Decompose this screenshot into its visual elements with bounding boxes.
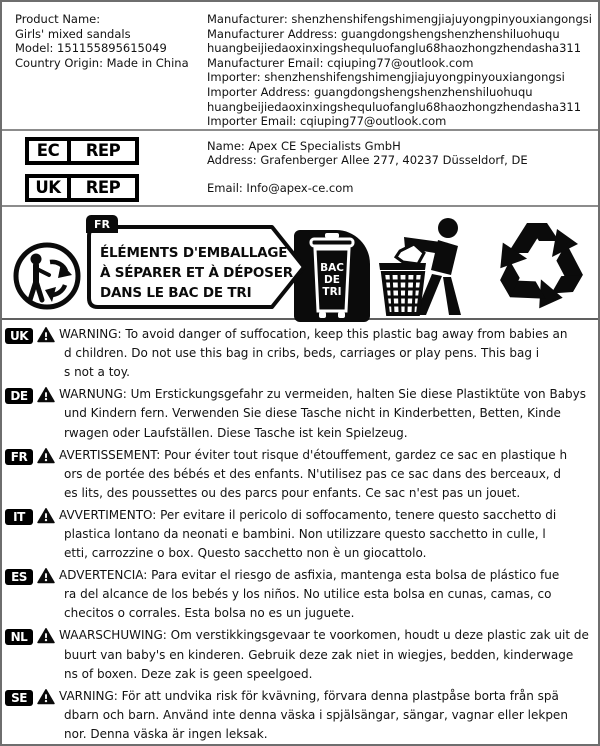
- authorized-representative-section: [2, 131, 598, 207]
- manufacturer-info-column: [207, 12, 598, 129]
- importer-email: Importer Email: cqiuping77@outlook.com: [207, 114, 447, 129]
- product-name-label: Product Name:: [15, 12, 101, 26]
- language-badge-es: ES: [5, 569, 33, 585]
- bac-de-tri-bin: [303, 231, 361, 321]
- packaging-banner-text: [100, 243, 293, 303]
- uk-rep-left-label: UK: [35, 178, 61, 198]
- uk-rep-right-label: REP: [85, 178, 121, 198]
- importer-address-1: Importer Address: guangdongshengshenzhenshiluohuqu: [207, 84, 533, 99]
- recycling-icons-section: [2, 207, 598, 320]
- recycling-icon: [484, 211, 596, 319]
- triman-icon: [12, 235, 82, 315]
- manufacturer-address-1: Manufacturer Address: guangdongshengshenzhenshiluohuqu: [207, 26, 560, 41]
- warning-row-fr: [2, 443, 598, 503]
- warning-triangle-icon: [37, 628, 55, 644]
- rep-email: Email: Info@apex-ce.com: [207, 180, 354, 195]
- svg-text:BAC: BAC: [320, 262, 344, 275]
- warning-triangle-icon: [37, 689, 55, 705]
- warning-row-se: [2, 684, 598, 744]
- warning-triangle-icon: [37, 508, 55, 524]
- fr-country-tag: FR: [86, 215, 118, 233]
- warning-text: ADVERTENCIA: Para evitar el riesgo de asfixia, mantenga esta bolsa de plástico fue ra del alcance de los bebés y los niños. No utilice esta bolsa en cunas, camas, co checitos o corrales. Esta bolsa no es un juguete.: [59, 568, 560, 621]
- svg-text:TRI: TRI: [322, 286, 342, 299]
- warning-triangle-icon: [37, 387, 55, 403]
- language-badge-se: SE: [5, 690, 33, 706]
- language-badge-uk: UK: [5, 328, 33, 344]
- spacer: [207, 168, 528, 181]
- language-badge-it: IT: [5, 509, 33, 525]
- product-model: Model: 151155895615049: [15, 41, 167, 56]
- warning-row-uk: [2, 322, 598, 382]
- warning-row-nl: [2, 623, 598, 683]
- warnings-section: [2, 320, 598, 744]
- warning-text: AVVERTIMENTO: Per evitare il pericolo di soffocamento, tenere questo sacchetto di plastica lontano da neonati e bambini. Non utilizzare questo sacchetto in culle, l etti, carrozzine o box. Questo sacchetto non è un giocattolo.: [59, 507, 557, 561]
- banner-line-3: DANS LE BAC DE TRI: [100, 285, 252, 302]
- warning-text: AVERTISSEMENT: Pour éviter tout risque d'étouffement, gardez ce sac en plastique h ors de portée des bébés et des enfants. N'utilisez pas ce sac dans des berceaux, d es lits, des poussettes ou des parcs pour enfants. Ce sac n'est pas un jouet.: [59, 447, 568, 500]
- ec-rep-right-label: REP: [85, 141, 121, 161]
- warning-row-es: [2, 563, 598, 623]
- rep-name: Name: Apex CE Specialists GmbH: [207, 138, 401, 153]
- language-badge-de: DE: [5, 388, 33, 404]
- warning-text: WARNING: To avoid danger of suffocation, keep this plastic bag away from babies an d children. Do not use this bag in cribs, beds, carriages or play pens. This bag i s not a toy.: [59, 327, 568, 380]
- banner-line-2: À SÉPARER ET À DÉPOSER: [100, 265, 293, 282]
- uk-rep-icon: [25, 174, 139, 202]
- warning-row-de: [2, 382, 598, 442]
- ec-rep-icon: [25, 137, 139, 165]
- product-origin: Country Origin: Made in China: [15, 55, 189, 70]
- warning-triangle-icon: [37, 568, 55, 584]
- rep-address: Address: Grafenberger Allee 277, 40237 Düsseldorf, DE: [207, 153, 528, 168]
- representative-contact: [207, 139, 528, 196]
- banner-line-1: ÉLÉMENTS D'EMBALLAGE: [100, 245, 288, 262]
- language-badge-fr: FR: [5, 449, 33, 465]
- manufacturer-email: Manufacturer Email: cqiuping77@outlook.com: [207, 55, 474, 70]
- warning-text: WAARSCHUWING: Om verstikkingsgevaar te voorkomen, houdt u deze plastic zak uit de buurt van baby's en kinderen. Gebruik deze zak niet in wiegjes, bedden, kinderwage ns of boxen. Deze zak is geen speelgoed.: [59, 628, 589, 681]
- warning-text: WARNUNG: Um Erstickungsgefahr zu vermeiden, halten Sie diese Plastiktüte von Babys und Kindern fern. Verwenden Sie diese Tasche nicht in Kinderbetten, Betten, Kinde rwagen oder Laufställen. Diese Tasche ist kein Spielzeug.: [59, 387, 587, 440]
- manufacturer-name: Manufacturer: shenzhenshifengshimengjiajuyongpinyouxiangongsi: [207, 12, 592, 26]
- product-info-column: [15, 12, 207, 129]
- product-info-section: [2, 2, 598, 131]
- ec-rep-left-label: EC: [36, 141, 60, 161]
- importer-name: Importer: shenzhenshifengshimengjiajuyongpinyouxiangongsi: [207, 70, 565, 85]
- warning-triangle-icon: [37, 327, 55, 343]
- tidyman-icon: [374, 213, 480, 317]
- warning-triangle-icon: [37, 448, 55, 464]
- language-badge-nl: NL: [5, 629, 33, 645]
- warning-text: VARNING: För att undvika risk för kvävning, förvara denna plastpåse borta från spä dbarn och barn. Använd inte denna väska i spjälsängar, sängar, vagnar eller lekpen nor. Denna väska är ingen leksak.: [59, 688, 568, 741]
- warning-row-it: [2, 503, 598, 563]
- manufacturer-address-2: huangbeijiedaoxinxingshequluofanglu68haozhongzhendasha311: [207, 41, 582, 56]
- product-name-value: Girls' mixed sandals: [15, 26, 131, 41]
- importer-address-2: huangbeijiedaoxinxingshequluofanglu68haozhongzhendasha311: [207, 99, 582, 114]
- svg-text:DE: DE: [324, 274, 340, 287]
